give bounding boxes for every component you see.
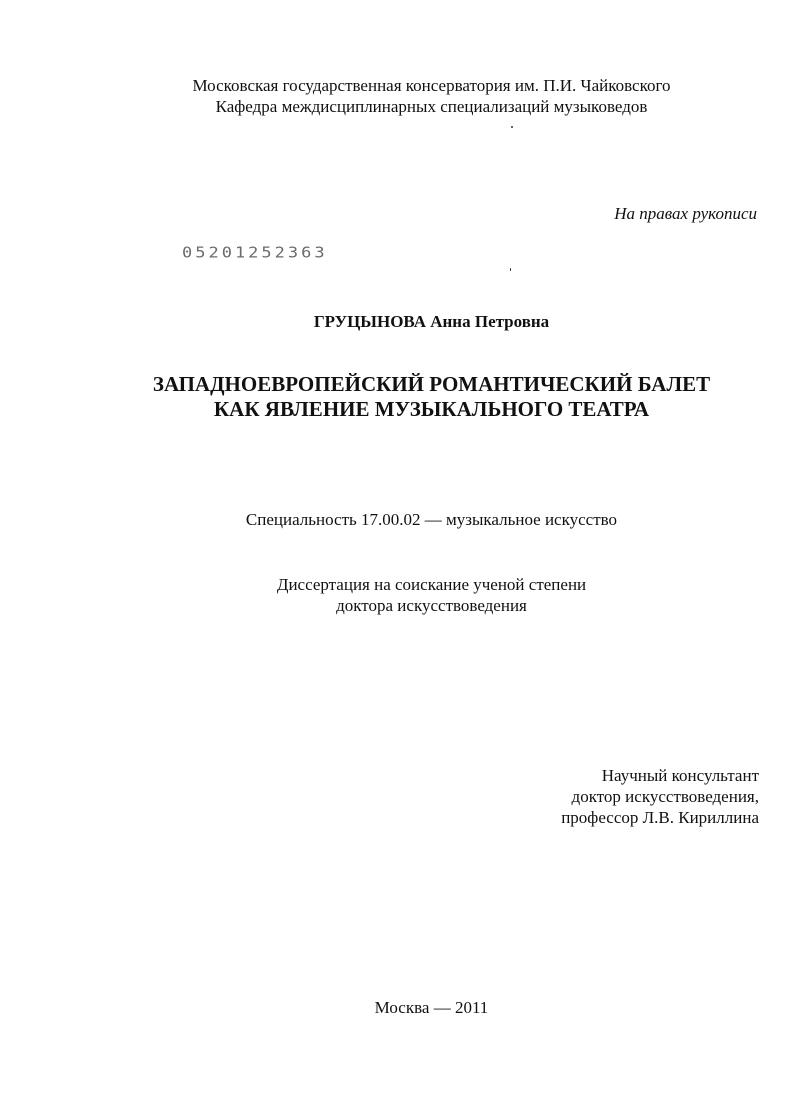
institution-header — [35, 75, 793, 117]
institution-name: Московская государственная консерватория им. П.И. Чайковского — [192, 76, 671, 95]
author-name: ГРУЦЫНОВА Анна Петровна — [313, 312, 550, 331]
advisor-role: Научный консультант — [601, 766, 759, 785]
title-line-1: ЗАПАДНОЕВРОПЕЙСКИЙ РОМАНТИЧЕСКИЙ БАЛЕТ — [152, 372, 711, 396]
advisor-name: профессор Л.В. Кириллина — [561, 808, 759, 827]
scan-speck — [511, 126, 513, 128]
specialty-line: Специальность 17.00.02 — музыкальное искусство — [245, 510, 618, 529]
dissertation-title — [35, 372, 793, 422]
advisor-degree: доктор искусствоведения, — [571, 787, 759, 806]
degree-line-1: Диссертация на соискание ученой степени — [276, 575, 587, 594]
city-year: Москва — 2011 — [374, 998, 489, 1017]
manuscript-note: На правах рукописи — [614, 204, 757, 223]
scientific-advisor — [561, 765, 759, 828]
degree-line-2: доктора искусствоведения — [336, 596, 527, 615]
department-name: Кафедра междисциплинарных специализаций музыковедов — [215, 97, 648, 116]
degree-statement — [35, 574, 793, 616]
inventory-number: 05201252363 — [182, 244, 328, 262]
title-line-2: КАК ЯВЛЕНИЕ МУЗЫКАЛЬНОГО ТЕАТРА — [213, 397, 650, 421]
scan-speck — [510, 268, 511, 271]
